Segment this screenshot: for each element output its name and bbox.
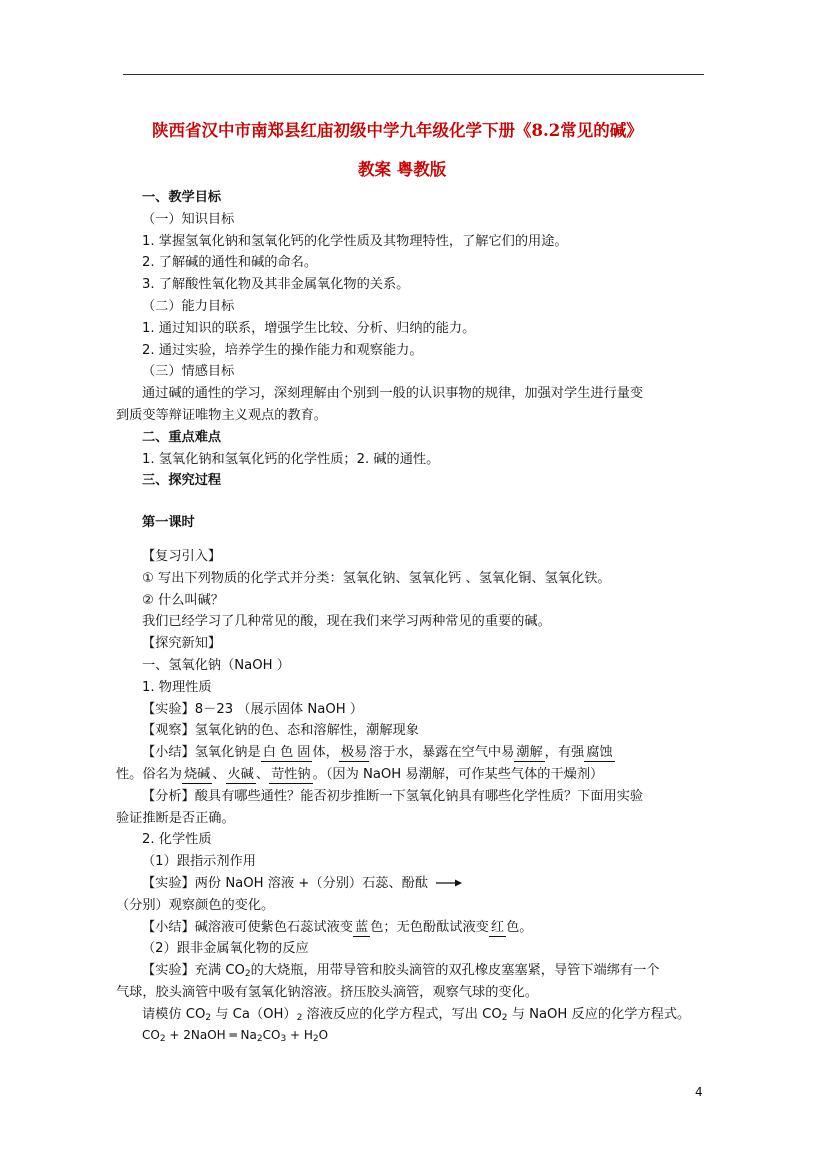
blank-answer: 白 色: [262, 745, 294, 761]
paragraph: 通过碱的通性的学习，深刻理解由个别到一般的认识事物的规律，加强对学生进行量变: [142, 386, 644, 402]
doc-title-line2: 教案 粤教版: [358, 160, 447, 179]
paragraph: 3. 了解酸性氧化物及其非金属氧化物的关系。: [142, 277, 410, 293]
summary-naoh-line2: 性。俗名为 烧碱 、 火碱 、 苛性钠 。（因为 NaOH 易潮解，可作某些气体的干燥剂）: [116, 766, 604, 782]
blank-answer: 极易: [340, 745, 368, 761]
subheading-knowledge: （一）知识目标: [142, 211, 235, 227]
chemical-equation: $CO_2$ + 2NaOH ═ $Na_2CO_3 + H_2O$: [142, 1028, 329, 1045]
blank-answer: 苛性钠: [271, 766, 311, 782]
document-body: [116, 187, 716, 1047]
blank-answer: 火碱: [227, 766, 254, 782]
paragraph: 【探究新知】: [142, 636, 222, 652]
paragraph: （1）跟指示剂作用: [142, 854, 256, 870]
section-heading-goals: 一、教学目标: [142, 190, 222, 205]
experiment-indicator: 【实验】两份 NaOH 溶液 +（分别）石蕊、酚酞: [116, 873, 716, 895]
blank-answer: 红: [490, 919, 505, 935]
paragraph: 2. 化学性质: [142, 832, 212, 848]
subheading-emotion: （三）情感目标: [142, 364, 235, 380]
paragraph: 1. 氢氧化钠和氢氧化钙的化学性质；2. 碱的通性。: [142, 451, 440, 467]
header-rule: [123, 74, 704, 75]
blank-answer: 腐蚀: [586, 745, 613, 761]
blank-answer: 潮解: [516, 745, 543, 761]
summary-indicator: 【小结】碱溶液可使紫色石蕊试液变 蓝 色；无色酚酞试液变 红 色。: [142, 919, 533, 935]
paragraph: 【分析】酸具有哪些通性？能否初步推断一下氢氧化钠具有哪些化学性质？下面用实验: [142, 788, 644, 804]
lesson-label: 第一课时: [142, 515, 195, 531]
section-heading-process: 三、探究过程: [142, 473, 222, 489]
paragraph: 2. 通过实验，培养学生的操作能力和观察能力。: [142, 342, 423, 358]
paragraph: ① 写出下列物质的化学式并分类：氢氧化钠、氢氧化钙 、氢氧化铜、氢氧化铁。: [142, 570, 611, 586]
paragraph: 【复习引入】: [142, 548, 222, 564]
paragraph: 验证推断是否正确。: [116, 810, 235, 826]
paragraph: （分别）观察颜色的变化。: [116, 897, 275, 913]
paragraph: 1. 掌握氢氧化钠和氢氧化钙的化学性质及其物理特性，了解它们的用途。: [142, 233, 568, 249]
experiment-co2: 【实验】充满 $CO_2$的大烧瓶，用带导管和胶头滴管的双孔橡皮塞塞紧，导管下端绑有一个: [142, 963, 660, 980]
summary-naoh-line1: 【小结】氢氧化钠是 白 色 固 体， 极易 溶于水，暴露在空气中易 潮解 ，有强 腐蚀: [142, 745, 613, 761]
paragraph: （2）跟非金属氧化物的反应: [142, 941, 309, 957]
paragraph: 2. 了解碱的通性和碱的命名。: [142, 255, 318, 271]
section-heading-focus: 二、重点难点: [142, 429, 222, 445]
paragraph: 一、氢氧化钠（NaOH ）: [142, 657, 290, 673]
paragraph: 我们已经学习了几种常见的酸，现在我们来学习两种常见的重要的碱。: [142, 614, 551, 630]
paragraph: 【实验】8－23 （展示固体 NaOH ）: [142, 701, 364, 717]
paragraph: 【观察】氢氧化钠的色、态和溶解性，潮解现象: [142, 723, 419, 739]
paragraph: ② 什么叫碱？: [142, 592, 224, 608]
subheading-ability: （二）能力目标: [142, 298, 235, 314]
blank-answer: 蓝: [355, 919, 369, 935]
blank-answer: 烧碱: [183, 766, 211, 782]
blank-answer: 固: [297, 745, 311, 761]
paragraph: 气球，胶头滴管中吸有氢氧化钠溶液。挤压胶头滴管，观察气球的变化。: [116, 984, 538, 1000]
page-number: 4: [695, 1085, 703, 1099]
paragraph: 1. 物理性质: [142, 679, 212, 695]
right-arrow-icon: [436, 878, 462, 888]
paragraph: 1. 通过知识的联系，增强学生比较、分析、归纳的能力。: [142, 320, 476, 336]
doc-title-line1: 陕西省汉中市南郑县红庙初级中学九年级化学下册《8.2常见的碱》: [152, 121, 643, 140]
task-equation: 请模仿 $CO_2$ 与 $Ca(OH)_2$ 溶液反应的化学方程式，写出 $CO_2$ 与 NaOH 反应的化学方程式。: [142, 1006, 691, 1023]
paragraph: 到质变等辩证唯物主义观点的教育。: [116, 407, 327, 423]
